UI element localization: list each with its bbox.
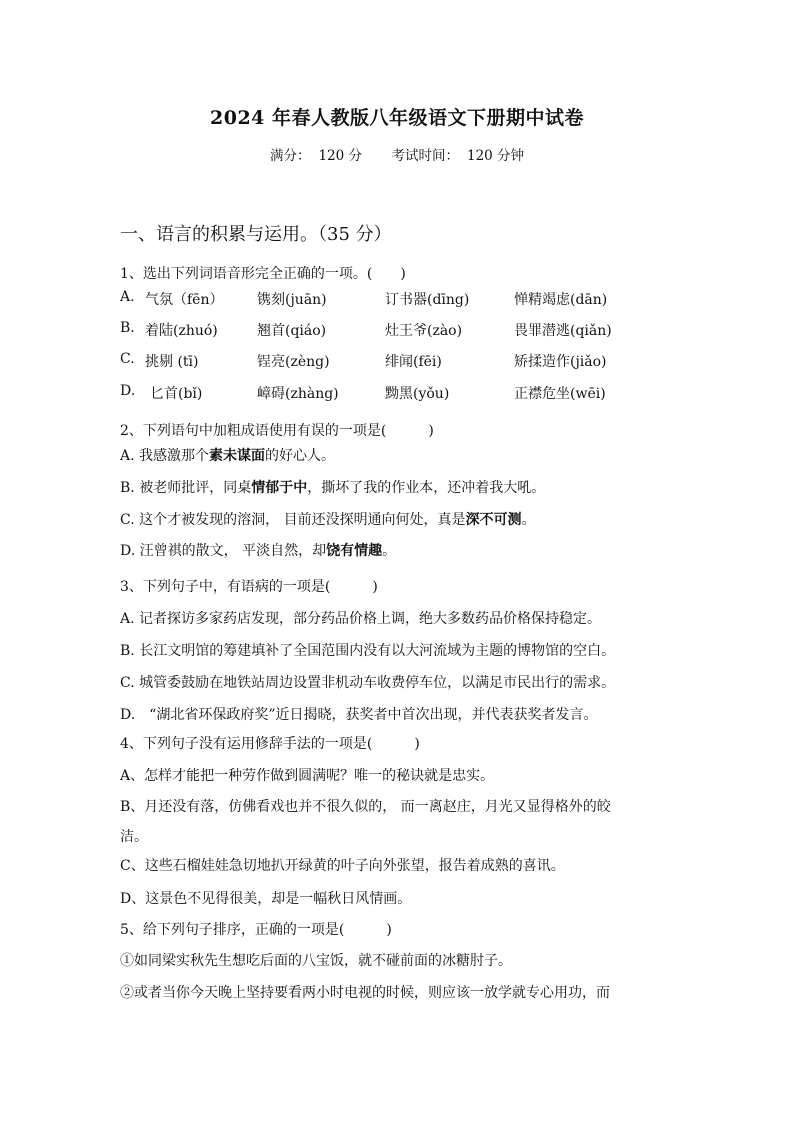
q2-option-a — [120, 445, 335, 465]
q3-stem: 3、下列句子中，有语病的一项是( ) — [120, 579, 378, 595]
option-word: 挑剔 (tī) — [145, 354, 199, 370]
q2-option-d — [120, 540, 396, 560]
option-text: C. 这个才被发现的溶洞， 目前还没探明通向何处，真是 — [120, 512, 466, 528]
option-word: 畏罪潜逃(qiǎn) — [514, 323, 612, 339]
option-word: 矫揉造作(jiǎo) — [514, 354, 607, 370]
q5-sentence-1: ①如同梁实秋先生想吃后面的八宝饭，就不碰前面的冰糖肘子。 — [120, 953, 512, 969]
option-text: 。 — [521, 512, 536, 528]
q4-option-b: B、月还没有落，仿佛看戏也并不很久似的， 而一离赵庄，月光又显得格外的皎 — [120, 799, 611, 815]
bold-idiom: 深不可测 — [465, 512, 522, 528]
q5-stem: 5、给下列句子排序，正确的一项是( ) — [120, 922, 392, 938]
option-text: B. 被老师批评，同桌 — [120, 480, 252, 496]
option-word: 着陆(zhuó) — [145, 323, 218, 339]
bold-idiom: 饶有情趣 — [326, 543, 383, 559]
q2-option-b — [120, 477, 545, 497]
q2-option-c — [120, 509, 536, 529]
q4-option-c: C、这些石榴娃娃急切地扒开绿黄的叶子向外张望，报告着成熟的喜讯。 — [120, 858, 565, 874]
option-word: 惮精竭虑(dān) — [514, 292, 608, 308]
q5-sentence-2: ②或者当你今天晚上坚持要看两小时电视的时候，则应该一放学就专心用功，而 — [120, 985, 610, 1001]
option-text: ，撕坏了我的作业本，还冲着我大吼。 — [307, 480, 546, 496]
q2-stem: 2、下列语句中加粗成语使用有误的一项是( ) — [120, 423, 434, 439]
page-title: 2024 年春人教版八年级语文下册期中试卷 — [210, 107, 584, 129]
option-word: 黝黑(yǒu) — [385, 386, 450, 402]
option-word: 绯闻(fēi) — [385, 354, 442, 370]
time-label: 考试时间： — [391, 148, 459, 164]
option-letter: B. — [120, 320, 135, 336]
option-text: 。 — [382, 543, 397, 559]
q4-option-b-continued: 洁。 — [120, 829, 148, 845]
score-label: 满分： — [269, 148, 311, 164]
time-value: 120 分钟 — [466, 148, 525, 164]
option-word: 镌刻(juān) — [257, 292, 327, 308]
q4-stem: 4、下列句子没有运用修辞手法的一项是( ) — [120, 736, 420, 752]
q3-option-b: B. 长江文明馆的筹建填补了全国范围内没有以大河流域为主题的博物馆的空白。 — [120, 643, 616, 659]
option-word: 订书器(dīng) — [385, 292, 470, 308]
section-heading: 一、语言的积累与运用。（35 分） — [120, 224, 392, 245]
q3-option-d: D. “湖北省环保政府奖”近日揭晓，获奖者中首次出现，并代表获奖者发言。 — [120, 707, 598, 723]
score-value: 120 分 — [318, 148, 363, 164]
option-text: D. 汪曾祺的散文， 平淡自然，却 — [120, 543, 327, 559]
bold-idiom: 素未谋面 — [209, 448, 266, 464]
option-text: A. 我感激那个 — [120, 448, 210, 464]
option-word: 正襟危坐(wēi) — [514, 386, 606, 402]
option-word: 灶王爷(zào) — [385, 323, 463, 339]
q4-option-a: A、怎样才能把一种劳作做到圆满呢？唯一的秘诀就是忠实。 — [120, 768, 495, 784]
option-letter: D. — [120, 383, 136, 399]
option-word: 嶂碍(zhàng) — [257, 386, 339, 402]
exam-info — [0, 144, 794, 164]
q1-stem: 1、选出下列词语音形完全正确的一项。( ) — [120, 266, 406, 282]
bold-idiom: 情郁于中 — [251, 480, 308, 496]
option-word: 锃亮(zèng) — [257, 354, 330, 370]
option-text: 的好心人。 — [265, 448, 336, 464]
option-letter: C. — [120, 351, 135, 367]
q3-option-a: A. 记者探访多家药店发现，部分药品价格上调，绝大多数药品价格保持稳定。 — [120, 611, 602, 627]
option-word: 匕首(bǐ) — [150, 386, 203, 402]
q3-option-c: C. 城管委鼓励在地铁站周边设置非机动车收费停车位，以满足市民出行的需求。 — [120, 675, 616, 691]
option-word: 翘首(qiáo) — [257, 323, 327, 339]
option-letter: A. — [120, 289, 135, 305]
option-word: 气氛（fēn） — [145, 292, 224, 308]
q4-option-d: D、这景色不见得很美，却是一幅秋日风情画。 — [120, 891, 412, 907]
